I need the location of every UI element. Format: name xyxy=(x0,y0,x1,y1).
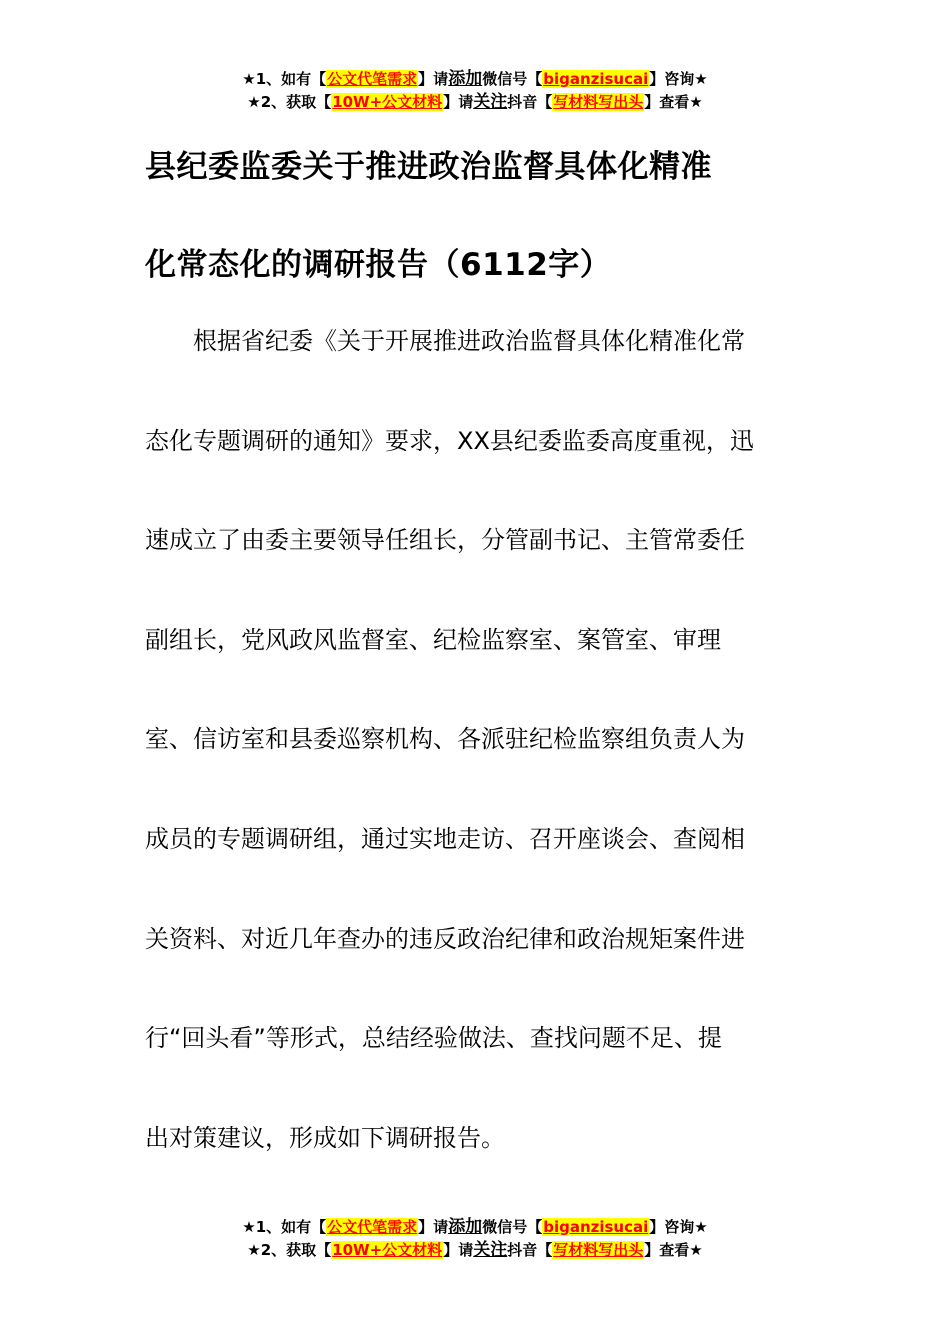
document-title xyxy=(145,118,825,314)
promo-highlight-douyin-account: 写材料写出头 xyxy=(553,1241,644,1259)
promo-emphasis-add: 添加 xyxy=(448,1217,483,1237)
body-line: 出对策建议，形成如下调研报告。 xyxy=(145,1123,505,1152)
body-line: 关资料、对近几年查办的违反政治纪律和政治规矩案件进 xyxy=(145,924,745,953)
body-line: 根据省纪委《关于开展推进政治监督具体化精准化常 xyxy=(193,327,745,355)
body-line: 副组长，党风政风监督室、纪检监察室、案管室、审理 xyxy=(145,625,721,654)
promo-highlight-wechat-id: biganzisucai xyxy=(543,70,649,88)
body-line: 成员的专题调研组，通过实地走访、召开座谈会、查阅相 xyxy=(145,824,745,853)
promo-banner-bottom xyxy=(0,1216,950,1262)
body-line: 态化专题调研的通知》要求，XX县纪委监委高度重视，迅 xyxy=(145,426,754,455)
promo-emphasis-follow: 关注 xyxy=(473,92,508,112)
body-line: 行“回头看”等形式，总结经验做法、查找问题不足、提 xyxy=(145,1024,722,1053)
promo-line-2: ★2、获取【10W+公文材料】请关注抖音【写材料写出头】查看★ xyxy=(247,1240,703,1260)
promo-emphasis-add: 添加 xyxy=(448,69,483,89)
body-line: 速成立了由委主要领导任组长，分管副书记、主管常委任 xyxy=(145,526,745,555)
title-line-1: 县纪委监委关于推进政治监督具体化精准 xyxy=(145,149,712,185)
promo-highlight-wechat-id: biganzisucai xyxy=(543,1218,649,1236)
promo-banner-top xyxy=(0,68,950,114)
promo-line-2: ★2、获取【10W+公文材料】请关注抖音【写材料写出头】查看★ xyxy=(247,92,703,112)
body-paragraph xyxy=(145,292,825,1188)
promo-highlight-douyin-account: 写材料写出头 xyxy=(553,93,644,111)
body-line: 室、信访室和县委巡察机构、各派驻纪检监察组负责人为 xyxy=(145,725,745,754)
promo-highlight-materials: 10W+公文材料 xyxy=(332,1241,443,1259)
promo-highlight-service: 公文代笔需求 xyxy=(327,1218,418,1236)
title-line-2: 化常态化的调研报告（6112字） xyxy=(145,247,612,283)
promo-highlight-materials: 10W+公文材料 xyxy=(332,93,443,111)
promo-highlight-service: 公文代笔需求 xyxy=(327,70,418,88)
promo-line-1: ★1、如有【公文代笔需求】请添加微信号【biganzisucai】咨询★ xyxy=(242,1217,708,1237)
promo-emphasis-follow: 关注 xyxy=(473,1240,508,1260)
promo-line-1: ★1、如有【公文代笔需求】请添加微信号【biganzisucai】咨询★ xyxy=(242,69,708,89)
